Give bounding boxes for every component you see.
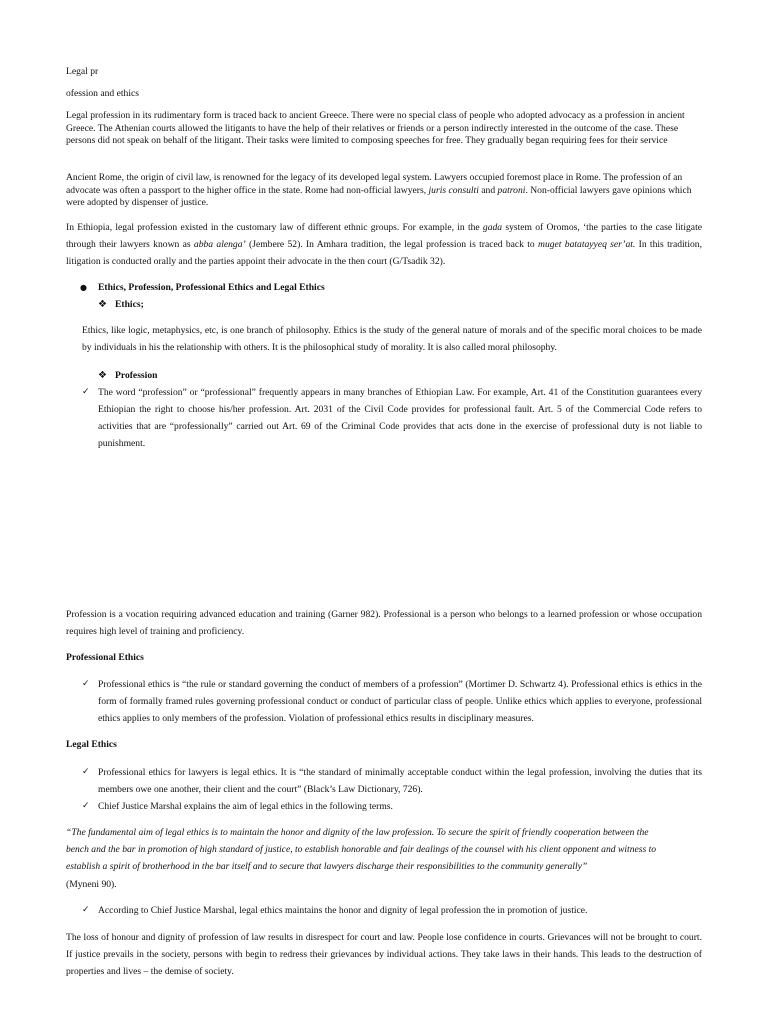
professional-ethics-heading: Professional Ethics (66, 652, 144, 663)
professional-ethics-item: ✓ Professional ethics is “the rule or standard governing the conduct of members of a profession” (Mortimer D. Schwartz 4). Professional ethics is ethics in the form of formally framed rules governing professional conduct or conduct of particular class of people. Unlike ethics which applies to everyone, professional ethics applies to only members of the profession. Violation of professional ethics results in disciplinary measures. (82, 676, 702, 727)
section-bullet: ● Ethics, Profession, Professional Ethics and Legal Ethics (80, 279, 700, 296)
subheading-ethics: ❖ Ethics; (98, 296, 698, 313)
heading-line-2: ofession and ethics (66, 88, 140, 99)
legal-ethics-heading: Legal Ethics (66, 739, 117, 750)
legal-ethics-item-3: ✓ According to Chief Justice Marshal, legal ethics maintains the honor and dignity of legal profession the in promotion of justice. (82, 902, 702, 919)
checkmark-icon: ✓ (82, 801, 90, 811)
ethics-paragraph: Ethics, like logic, metaphysics, etc, is one branch of philosophy. Ethics is the study of the general nature of morals and of the specific moral choices to be made by individuals in his the relationship with others. It is the philosophical study of morality. It is also called moral philosophy. (82, 325, 702, 354)
marshal-quote: “The fundamental aim of legal ethics is to maintain the honor and dignity of the law profession. To secure the spirit of friendly cooperation between the bench and the bar in promotion of high standard of justice, to establish honorable and fair dealings of the counsel with his client opponent and witness to establish a spirit of brotherhood in the bar itself and to secure that lawyers discharge their responsibilities to the community generally” (Myneni 90). (66, 827, 657, 890)
intro-paragraph-greece: Legal profession in its rudimentary form is traced back to ancient Greece. There were no special class of people who adopted advocacy as a profession in ancient Greece. The Athenian courts allowed the litigants to have the help of their relatives or friends or a person indirectly interested in the outcome of the case. These persons did not speak on behalf of the litigant. Their tasks were limited to composing speeches for free. They gradually began requiring fees for their service (66, 110, 685, 147)
subheading-profession: ❖ Profession (98, 367, 698, 384)
closing-paragraph: The loss of honour and dignity of profession of law results in disrespect for court and law. People lose confidence in courts. Grievances will not be brought to court. If justice prevails in the society, persons with begin to redress their grievances by individual actions. They take laws in their hands. This leads to the destruction of properties and lives – the demise of society. (66, 932, 702, 978)
bullet-dot-icon: ● (80, 283, 87, 292)
heading-line-1: Legal pr (66, 66, 99, 77)
checkmark-icon: ✓ (82, 387, 90, 397)
diamond-bullet-icon: ❖ (98, 299, 107, 310)
legal-ethics-item-1: ✓ Professional ethics for lawyers is legal ethics. It is “the standard of minimally acceptable conduct within the legal profession, involving the duties that its members owe one another, their client and the court” (Black’s Law Dictionary, 726). (82, 764, 702, 798)
diamond-bullet-icon: ❖ (98, 370, 107, 381)
intro-paragraph-ethiopia: In Ethiopia, legal profession existed in the customary law of different ethnic groups. For example, in the gada system of Oromos, ‘the parties to the case litigate through their lawyers known as abba alenga’ (Jembere 52). In Amhara tradition, the legal profession is traced back to muget batatayyeq ser’at. In this tradition, litigation is conducted orally and the parties appoint their advocate in the then court (G/Tsadik 32). (66, 222, 702, 268)
checkmark-icon: ✓ (82, 679, 90, 689)
profession-definition: Profession is a vocation requiring advanced education and training (Garner 982). Professional is a person who belongs to a learned profession or whose occupation requires high level of training and proficiency. (66, 609, 702, 638)
legal-ethics-item-2: ✓ Chief Justice Marshal explains the aim of legal ethics in the following terms. (82, 798, 702, 815)
intro-paragraph-rome: Ancient Rome, the origin of civil law, is renowned for the legacy of its developed legal system. Lawyers occupied foremost place in Rome. The profession of an advocate was often a passport to the higher office in the state. Rome had non-official lawyers, juris consulti and patroni. Non-official lawyers gave opinions which were adopted by dispenser of justice. (66, 172, 692, 209)
profession-check-item: ✓ The word “profession” or “professional” frequently appears in many branches of Ethiopian Law. For example, Art. 41 of the Constitution guarantees every Ethiopian the right to choose his/her profession. Art. 2031 of the Civil Code provides for professional fault. Art. 5 of the Commercial Code refers to activities that are “professionally” carried out Art. 69 of the Criminal Code provides that acts done in the exercise of professional duty is not liable to punishment. (82, 384, 702, 452)
checkmark-icon: ✓ (82, 767, 90, 777)
checkmark-icon: ✓ (82, 905, 90, 915)
